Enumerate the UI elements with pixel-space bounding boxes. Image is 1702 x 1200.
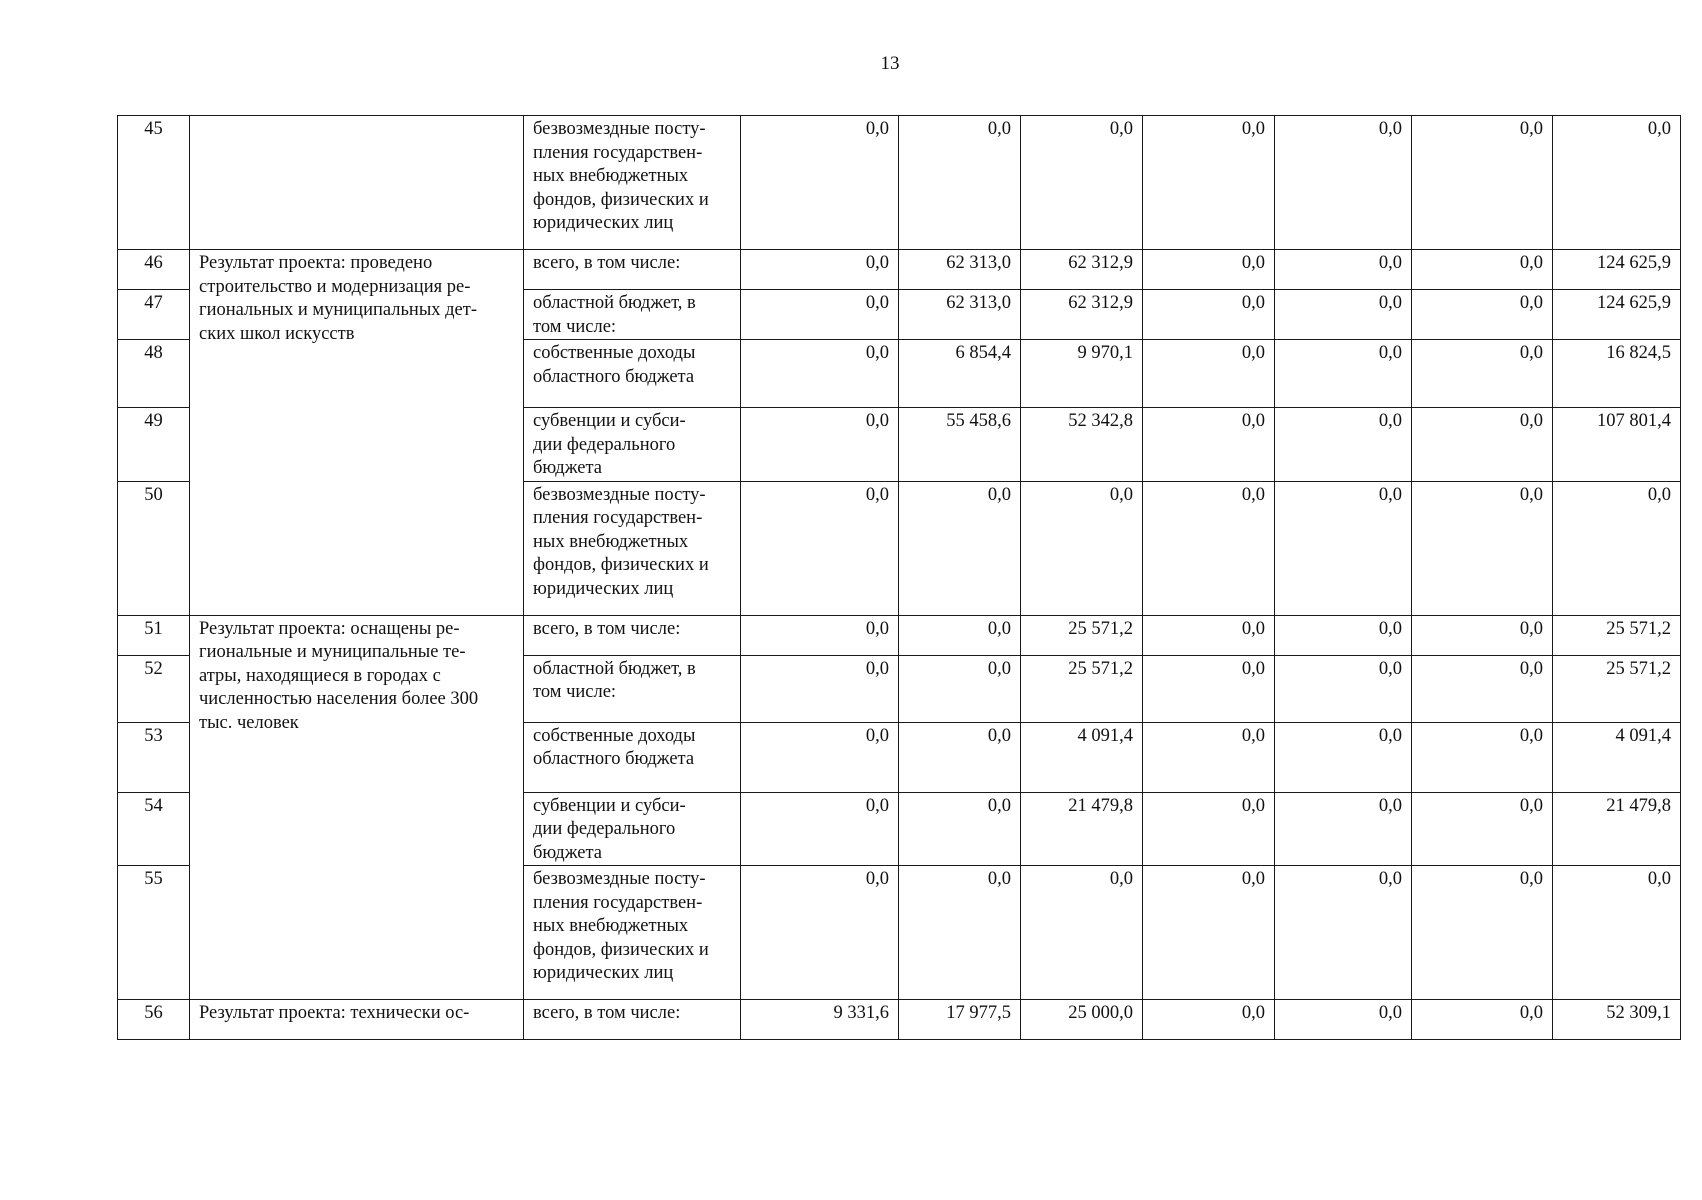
total-value: 0,0 [1553,116,1681,250]
funding-source: безвозмездные посту- пления государствен- ных внебюджетных фондов, физических и юридических лиц [524,116,741,250]
funding-source: субвенции и субси- дии федерального бюджета [524,408,741,482]
year-value: 0,0 [1412,250,1553,290]
year-value: 25 571,2 [1021,655,1143,722]
year-value: 62 313,0 [899,250,1021,290]
year-value: 0,0 [1143,1000,1275,1040]
project-result: Результат проекта: оснащены ре- гиональные и муниципальные те- атры, находящиеся в городах с численностью населения более 300 тыс. человек [190,615,524,1000]
year-value: 0,0 [1412,340,1553,408]
year-value: 0,0 [1275,340,1412,408]
year-value: 0,0 [1143,655,1275,722]
total-value: 25 571,2 [1553,615,1681,655]
year-value: 0,0 [1412,722,1553,792]
row-number: 53 [118,722,190,792]
year-value: 0,0 [1412,481,1553,615]
year-value: 9 331,6 [741,1000,899,1040]
funding-source: областной бюджет, в том числе: [524,655,741,722]
year-value: 0,0 [899,722,1021,792]
year-value: 0,0 [1275,722,1412,792]
year-value: 0,0 [1143,615,1275,655]
year-value: 0,0 [1143,481,1275,615]
year-value: 0,0 [1412,792,1553,866]
budget-table [117,115,1681,1040]
year-value: 0,0 [1021,116,1143,250]
year-value: 0,0 [899,792,1021,866]
year-value: 0,0 [1275,408,1412,482]
funding-source: собственные доходы областного бюджета [524,722,741,792]
funding-source: собственные доходы областного бюджета [524,340,741,408]
row-number: 47 [118,290,190,340]
row-number: 55 [118,866,190,1000]
total-value: 124 625,9 [1553,250,1681,290]
year-value: 0,0 [1412,116,1553,250]
year-value: 0,0 [899,655,1021,722]
year-value: 0,0 [1275,615,1412,655]
year-value: 0,0 [741,792,899,866]
year-value: 0,0 [1412,866,1553,1000]
year-value: 25 571,2 [1021,615,1143,655]
total-value: 124 625,9 [1553,290,1681,340]
table-row [118,1000,1681,1040]
table-body [118,116,1681,1040]
year-value: 0,0 [1275,1000,1412,1040]
year-value: 0,0 [741,481,899,615]
year-value: 0,0 [741,340,899,408]
project-result: Результат проекта: проведено строительство и модернизация ре- гиональных и муниципальных дет- ских школ искусств [190,250,524,616]
year-value: 4 091,4 [1021,722,1143,792]
year-value: 0,0 [741,722,899,792]
total-value: 0,0 [1553,866,1681,1000]
result-cell-empty [190,116,524,250]
year-value: 0,0 [1021,866,1143,1000]
year-value: 0,0 [1412,290,1553,340]
total-value: 21 479,8 [1553,792,1681,866]
year-value: 0,0 [1275,116,1412,250]
year-value: 6 854,4 [899,340,1021,408]
year-value: 0,0 [741,116,899,250]
total-value: 0,0 [1553,481,1681,615]
year-value: 0,0 [741,615,899,655]
total-value: 107 801,4 [1553,408,1681,482]
year-value: 0,0 [1143,340,1275,408]
year-value: 0,0 [1412,655,1553,722]
table-row [118,615,1681,655]
row-number: 49 [118,408,190,482]
year-value: 62 312,9 [1021,290,1143,340]
year-value: 0,0 [1275,655,1412,722]
funding-source: всего, в том числе: [524,1000,741,1040]
year-value: 0,0 [1143,866,1275,1000]
year-value: 62 312,9 [1021,250,1143,290]
total-value: 4 091,4 [1553,722,1681,792]
row-number: 54 [118,792,190,866]
year-value: 0,0 [1143,250,1275,290]
year-value: 0,0 [1275,866,1412,1000]
total-value: 25 571,2 [1553,655,1681,722]
year-value: 0,0 [899,481,1021,615]
year-value: 0,0 [1412,615,1553,655]
year-value: 62 313,0 [899,290,1021,340]
year-value: 0,0 [741,290,899,340]
year-value: 0,0 [741,866,899,1000]
table-row [118,250,1681,290]
year-value: 0,0 [1412,1000,1553,1040]
year-value: 21 479,8 [1021,792,1143,866]
row-number: 51 [118,615,190,655]
row-number: 45 [118,116,190,250]
year-value: 0,0 [899,615,1021,655]
year-value: 0,0 [1275,792,1412,866]
year-value: 0,0 [1143,408,1275,482]
project-result: Результат проекта: технически ос- [190,1000,524,1040]
year-value: 0,0 [1275,290,1412,340]
year-value: 0,0 [1143,116,1275,250]
year-value: 0,0 [741,408,899,482]
funding-source: областной бюджет, в том числе: [524,290,741,340]
year-value: 0,0 [1275,481,1412,615]
funding-source: субвенции и субси- дии федерального бюджета [524,792,741,866]
funding-source: безвозмездные посту- пления государствен- ных внебюджетных фондов, физических и юридических лиц [524,866,741,1000]
page-number: 13 [880,53,900,74]
row-number: 50 [118,481,190,615]
funding-source: всего, в том числе: [524,615,741,655]
year-value: 0,0 [741,250,899,290]
total-value: 16 824,5 [1553,340,1681,408]
table-row [118,116,1681,250]
funding-source: безвозмездные посту- пления государствен- ных внебюджетных фондов, физических и юридических лиц [524,481,741,615]
year-value: 0,0 [1021,481,1143,615]
row-number: 48 [118,340,190,408]
row-number: 56 [118,1000,190,1040]
year-value: 0,0 [1143,792,1275,866]
year-value: 0,0 [1412,408,1553,482]
row-number: 46 [118,250,190,290]
total-value: 52 309,1 [1553,1000,1681,1040]
row-number: 52 [118,655,190,722]
year-value: 0,0 [899,116,1021,250]
year-value: 0,0 [1275,250,1412,290]
year-value: 52 342,8 [1021,408,1143,482]
year-value: 17 977,5 [899,1000,1021,1040]
year-value: 55 458,6 [899,408,1021,482]
year-value: 25 000,0 [1021,1000,1143,1040]
year-value: 0,0 [899,866,1021,1000]
year-value: 0,0 [1143,290,1275,340]
funding-source: всего, в том числе: [524,250,741,290]
year-value: 0,0 [1143,722,1275,792]
year-value: 0,0 [741,655,899,722]
year-value: 9 970,1 [1021,340,1143,408]
